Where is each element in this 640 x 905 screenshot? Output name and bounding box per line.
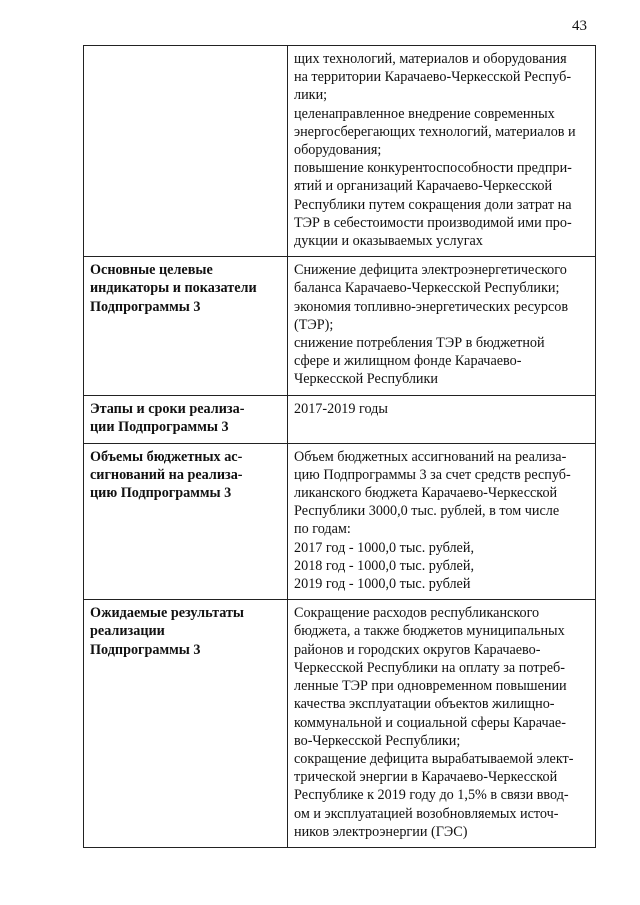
label-line: цию Подпрограммы 3: [90, 485, 232, 502]
text-line: сфере и жилищном фонде Карачаево-: [294, 353, 522, 370]
text-line: Республики путем сокращения доли затрат на: [294, 196, 572, 213]
text-line: снижение потребления ТЭР в бюджетной: [294, 335, 545, 352]
table-row-indicators: [84, 257, 596, 395]
label-line: индикаторы и показатели: [90, 280, 257, 297]
text-line: (ТЭР);: [294, 316, 334, 333]
label-line: Объемы бюджетных ас-: [90, 448, 243, 465]
text-line: ликанского бюджета Карачаево-Черкесской: [294, 485, 558, 502]
label-line: сигнований на реализа-: [90, 466, 243, 483]
row-value-results: [288, 600, 596, 848]
text-line: по годам:: [294, 521, 351, 538]
row-label-indicators: [84, 257, 288, 395]
text-line: ом и эксплуатацией возобновляемых источ-: [294, 805, 559, 822]
row-value-stages: [288, 395, 596, 443]
row-value-budget: [288, 443, 596, 600]
text-line: ников электроэнергии (ГЭС): [294, 823, 468, 840]
label-line: Ожидаемые результаты: [90, 605, 244, 622]
text-line: 2018 год - 1000,0 тыс. рублей,: [294, 557, 474, 574]
text-line: Снижение дефицита электроэнергетического: [294, 262, 567, 279]
label-line: Подпрограммы 3: [90, 298, 201, 315]
text-line: баланса Карачаево-Черкесской Республики;: [294, 280, 560, 297]
text-line: цию Подпрограммы 3 за счет средств респуб-: [294, 466, 571, 483]
text-line: повышение конкурентоспособности предпри-: [294, 160, 572, 177]
text-line: Объем бюджетных ассигнований на реализа-: [294, 448, 567, 465]
text-line: коммунальной и социальной сферы Карачае-: [294, 714, 566, 731]
text-line: оборудования;: [294, 142, 382, 159]
table-row-results: [84, 600, 596, 848]
text-line: ятий и организаций Карачаево-Черкесской: [294, 178, 553, 195]
text-line: ленные ТЭР при одновременном повышении: [294, 678, 567, 695]
label-line: ции Подпрограммы 3: [90, 418, 229, 435]
row-label-results: [84, 600, 288, 848]
text-line: дукции и оказываемых услугах: [294, 233, 483, 250]
text-line: 2017 год - 1000,0 тыс. рублей,: [294, 539, 474, 556]
text-line: 2017-2019 годы: [294, 400, 388, 417]
text-line: энергосберегающих технологий, материалов и: [294, 123, 576, 140]
text-line: Республике к 2019 году до 1,5% в связи ввод-: [294, 787, 569, 804]
table-row-continuation: [84, 46, 596, 257]
page-number: 43: [572, 18, 587, 34]
text-line: ТЭР в себестоимости производимой ими про-: [294, 214, 572, 231]
label-line: Основные целевые: [90, 262, 213, 279]
label-line: реализации: [90, 623, 165, 640]
label-line: Этапы и сроки реализа-: [90, 400, 245, 417]
text-line: трической энергии в Карачаево-Черкесской: [294, 769, 558, 786]
text-line: Республики 3000,0 тыс. рублей, в том числе: [294, 503, 560, 520]
text-line: Сокращение расходов республиканского: [294, 605, 540, 622]
table-row-budget: [84, 443, 596, 600]
row-label-budget: [84, 443, 288, 600]
text-line: Черкесской Республики на оплату за потреб-: [294, 659, 565, 676]
text-line: на территории Карачаево-Черкесской Респуб-: [294, 69, 572, 86]
text-line: целенаправленное внедрение современных: [294, 105, 555, 122]
row-value-technologies: [288, 46, 596, 257]
text-line: 2019 год - 1000,0 тыс. рублей: [294, 576, 471, 593]
label-line: Подпрограммы 3: [90, 641, 201, 658]
text-line: бюджета, а также бюджетов муниципальных: [294, 623, 565, 640]
text-line: лики;: [294, 87, 328, 104]
text-line: щих технологий, материалов и оборудования: [294, 51, 567, 67]
table-row-stages: [84, 395, 596, 443]
row-label-empty: [84, 46, 288, 257]
text-line: во-Черкесской Республики;: [294, 732, 461, 749]
text-line: качества эксплуатации объектов жилищно-: [294, 696, 555, 713]
text-line: сокращение дефицита вырабатываемой элект-: [294, 750, 574, 767]
row-label-stages: [84, 395, 288, 443]
row-value-indicators: [288, 257, 596, 395]
text-line: районов и городских округов Карачаево-: [294, 641, 541, 658]
text-line: экономия топливно-энергетических ресурсов: [294, 298, 569, 315]
text-line: Черкесской Республики: [294, 371, 438, 388]
subprogram-passport-table: [83, 45, 596, 848]
